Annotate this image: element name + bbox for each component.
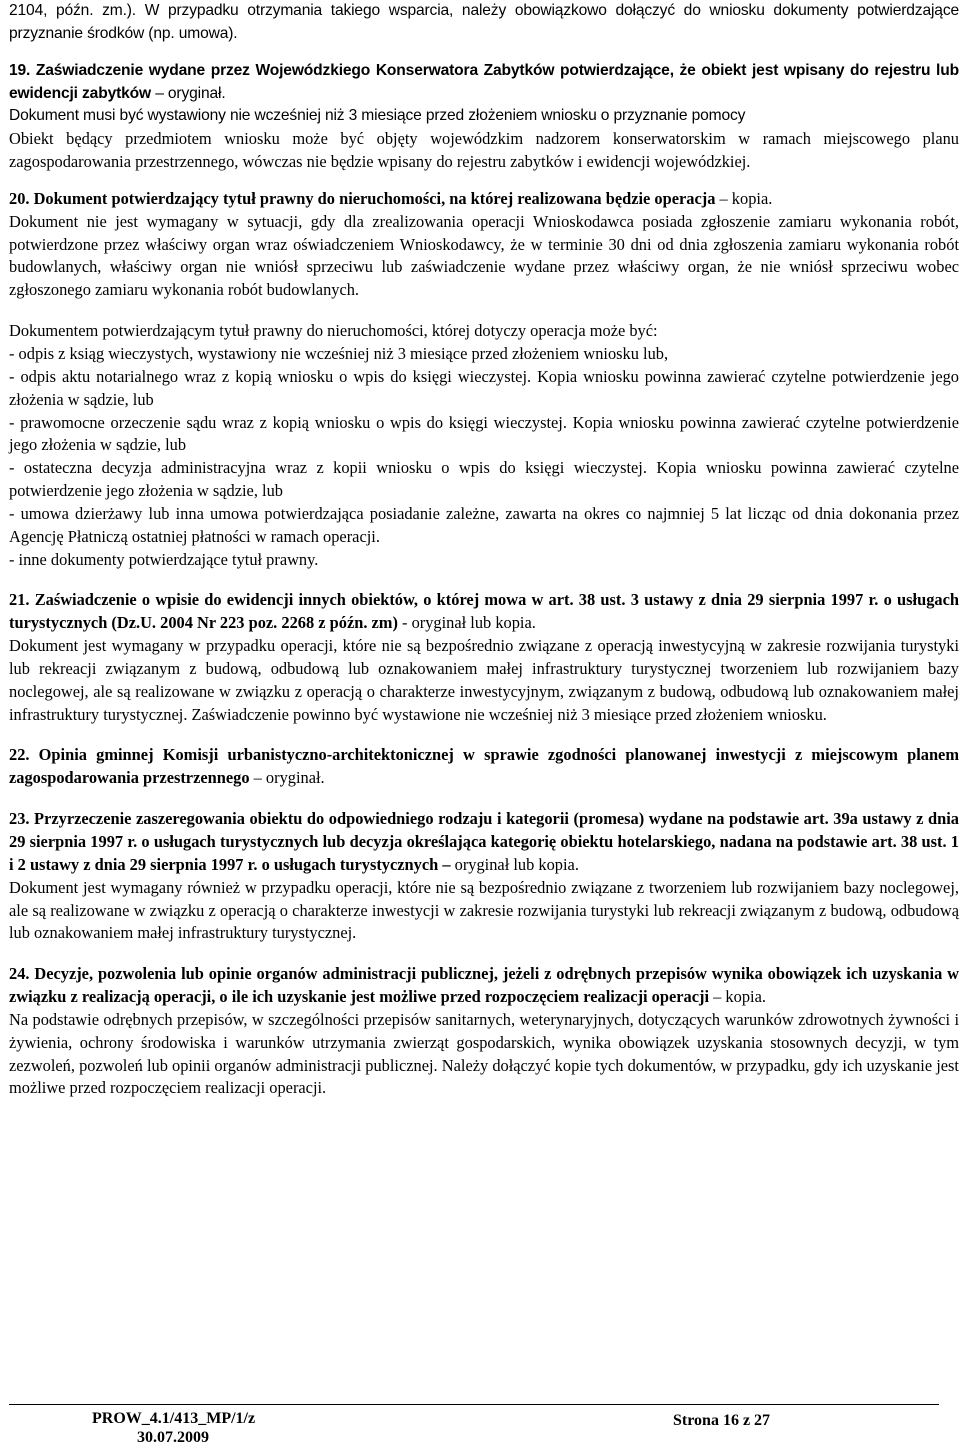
list-item: - inne dokumenty potwierdzające tytuł prawny. <box>9 549 319 569</box>
footer-page-number: Strona 16 z 27 <box>673 1412 771 1429</box>
section-21-tail: - oryginał lub kopia. <box>402 613 536 633</box>
section-19-tail: – oryginał. <box>155 84 226 102</box>
page-footer <box>0 1400 960 1444</box>
section-19-heading-paragraph <box>9 60 959 106</box>
section-21-heading: 21. Zaświadczenie o wpisie do ewidencji innych obiektów, o której mowa w art. 38 ust. 3 ustawy z dnia 29 sierpnia 1997 r. o usługach turystycznych (Dz.U. 2004 Nr 223 poz. 2268 z późn. zm) <box>9 590 959 633</box>
list-item: - odpis z ksiąg wieczystych, wystawiony nie wcześniej niż 3 miesiące przed złożeniem wniosku lub, <box>9 343 669 363</box>
section-20-body: Dokument nie jest wymagany w sytuacji, gdy dla zrealizowania operacji Wnioskodawca posiada zgłoszenie zamiaru wykonania robót, potwierdzone przez właściwy organ wraz oświadczeniem Wnioskodawcy, że w terminie 30 dni od dnia zgłoszenia zamiaru wykonania robót budowlanych, właściwy organ nie wniósł sprzeciwu lub zaświadczenie wydane przez właściwy organ, że nie wniósł sprzeciwu wobec zgłoszonego zamiaru wykonania robót budowlanych. <box>9 211 959 300</box>
section-23-tail: oryginał lub kopia. <box>454 854 579 874</box>
intro-paragraph: 2104, późn. zm.). W przypadku otrzymania takiego wsparcia, należy obowiązkowo dołączyć do wniosku dokumenty potwierdzające przyznanie środków (np. umowa). <box>9 2 959 42</box>
section-24-body: Na podstawie odrębnych przepisów, w szczególności przepisów sanitarnych, weterynaryjnych, dotyczących warunków zdrowotnych żywności i żywienia, ochrony środowiska i warunków utrzymania zwierząt gospodarskich, wynika obowiązek uzyskania stosownych decyzji, w tym zezwoleń, pozwoleń lub opinii organów administracji publicznej. Należy dołączyć kopie tych dokumentów, w przypadku, gdy ich uzyskanie jest możliwe przed rozpoczęciem realizacji operacji. <box>9 1009 959 1098</box>
footer-document-code: PROW_4.1/413_MP/1/z <box>92 1410 256 1427</box>
section-20-list-intro: Dokumentem potwierdzającym tytuł prawny do nieruchomości, której dotyczy operacja może być: <box>9 321 658 341</box>
section-19-heading: 19. Zaświadczenie wydane przez Wojewódzkiego Konserwatora Zabytków potwierdzające, że obiekt jest wpisany do rejestru lub ewidencji zabytków <box>9 61 959 102</box>
section-20 <box>9 188 959 572</box>
section-23-heading-paragraph <box>9 808 959 877</box>
section-21-body: Dokument jest wymagany w przypadku operacji, które nie są bezpośrednio związane z operacją inwestycyjną w zakresie rozwijania turystyki lub rekreacji związanym z budową, odbudową lub oznakowaniem małej infrastruktury turystycznej tworzeniem lub rozwijaniem bazy noclegowej, ale są realizowane w związku z operacją o charakterze inwestycyjnym, związanym z budową, odbudową lub oznakowaniem małej infrastruktury turystycznej. Zaświadczenie powinno być wystawione nie wcześniej niż 3 miesiące przed złożeniem wniosku. <box>9 636 959 724</box>
list-item: - odpis aktu notarialnego wraz z kopią wniosku o wpis do księgi wieczystej. Kopia wniosku powinna zawierać czytelne potwierdzenie jego złożenia w sądzie, lub <box>9 366 959 409</box>
list-item: - umowa dzierżawy lub inna umowa potwierdzająca posiadanie zależne, zawarta na okres co najmniej 5 lat licząc od dnia dokonania przez Agencję Płatniczą ostatniej płatności w ramach operacji. <box>9 503 959 546</box>
section-23-body: Dokument jest wymagany również w przypadku operacji, które nie są bezpośrednio związane z tworzeniem lub rozwijaniem bazy noclegowej, ale są realizowane w związku z operacją o charakterze inwestycji w zakresie rozwijania turystyki lub rekreacji związanym z budową, odbudową lub oznakowaniem małej infrastruktury turystycznej. <box>9 877 959 943</box>
section-24-heading: 24. Decyzje, pozwolenia lub opinie organów administracji publicznej, jeżeli z odrębnych przepisów wynika obowiązek ich uzyskania w związku z realizacją operacji, o ile ich uzyskanie jest możliwe przed rozpoczęciem realizacji operacji <box>9 964 959 1007</box>
section-20-heading-paragraph <box>9 188 959 211</box>
section-19-body-1: Dokument musi być wystawiony nie wcześniej niż 3 miesiące przed złożeniem wniosku o przyznanie pomocy <box>9 107 746 125</box>
section-20-tail: – kopia. <box>719 188 773 208</box>
section-19 <box>9 60 959 174</box>
document-page <box>9 0 959 1100</box>
section-21-heading-paragraph <box>9 589 959 635</box>
section-20-heading: 20. Dokument potwierdzający tytuł prawny do nieruchomości, na której realizowana będzie operacja <box>9 188 716 208</box>
section-23-heading: 23. Przyrzeczenie zaszeregowania obiektu do odpowiedniego rodzaju i kategorii (promesa) wydane na podstawie art. 39a ustawy z dnia 29 sierpnia 1997 r. o usługach turystycznych lub decyzja określająca kategorię obiektu hotelarskiego, nadana na podstawie art. 38 ust. 1 i 2 ustawy z dnia 29 sierpnia 1997 r. o usługach turystycznych – <box>9 809 959 874</box>
list-item: - prawomocne orzeczenie sądu wraz z kopią wniosku o wpis do księgi wieczystej. Kopia wniosku powinna zawierać czytelne potwierdzenie jego złożenia w sądzie, lub <box>9 412 959 455</box>
footer-divider <box>9 1404 939 1405</box>
section-23 <box>9 808 959 945</box>
section-24-heading-paragraph <box>9 963 959 1009</box>
list-item: - ostateczna decyzja administracyjna wraz z kopii wniosku o wpis do księgi wieczystej. Kopia wniosku powinna zawierać czytelne potwierdzenie jego złożenia w sądzie, lub <box>9 458 959 501</box>
section-24 <box>9 963 959 1100</box>
section-24-tail: – kopia. <box>713 987 766 1007</box>
section-22-heading: 22. Opinia gminnej Komisji urbanistyczno-architektonicznej w sprawie zgodności planowanej inwestycji z miejscowym planem zagospodarowania przestrzennego <box>9 745 959 788</box>
section-22-tail: – oryginał. <box>253 768 325 788</box>
section-22 <box>9 744 959 790</box>
section-21 <box>9 589 959 726</box>
footer-date: 30.07.2009 <box>137 1429 209 1446</box>
section-19-body-2: Obiekt będący przedmiotem wniosku może być objęty wojewódzkim nadzorem konserwatorskim w ramach miejscowego planu zagospodarowania przestrzennego, wówczas nie będzie wpisany do rejestru zabytków i ewidencji wojewódzkiej. <box>9 129 959 172</box>
section-22-heading-paragraph <box>9 744 959 790</box>
